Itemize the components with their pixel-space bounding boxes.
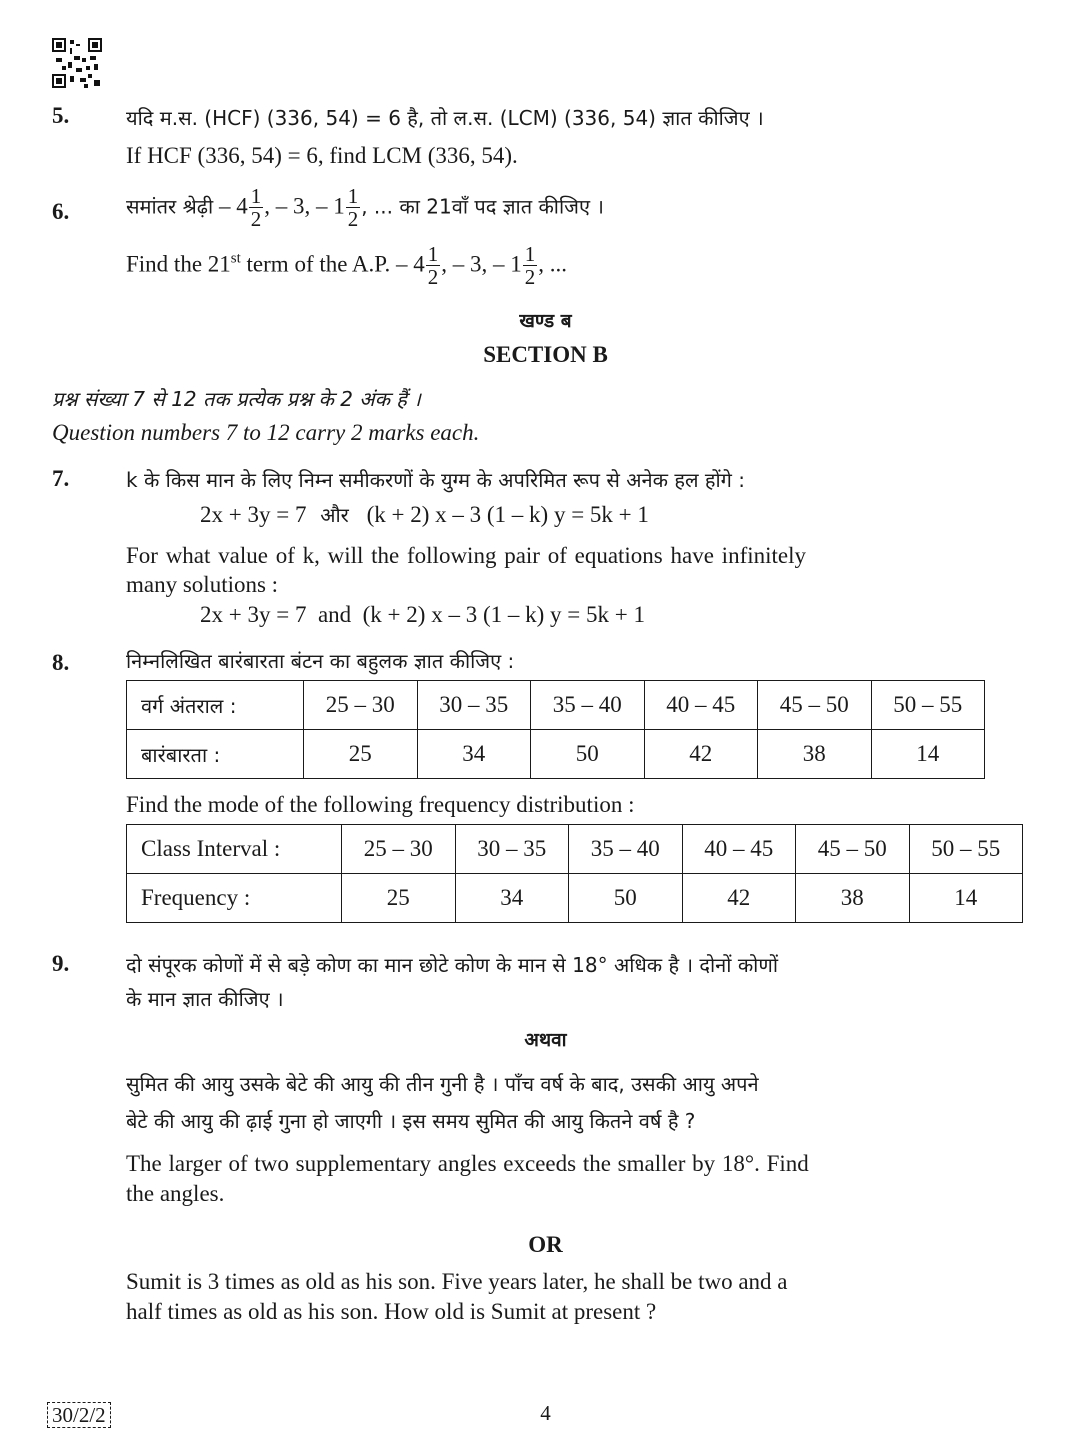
fraction-half: $\frac{1}{2}$: [347, 184, 359, 231]
question-9-hindi-alt-line-1: सुमित की आयु उसके बेटे की आयु की तीन गुनी है । पाँच वर्ष के बाद, उसकी आयु अपने: [126, 1072, 759, 1096]
table-row: [127, 825, 1023, 874]
table-cell: 35 – 40: [531, 681, 645, 730]
question-7-hindi: k के किस मान के लिए निम्न समीकरणों के युग्म के अपरिमित रूप से अनेक हल होंगे :: [126, 468, 746, 492]
table-cell: 38: [758, 730, 872, 779]
hindi-or-divider: अथवा: [524, 1029, 567, 1051]
question-number-6: 6.: [52, 199, 70, 224]
section-b-hindi-title: खण्ड ब: [519, 310, 572, 332]
question-9-english-line-1: The larger of two supplementary angles exceeds the smaller by 18°. Find: [126, 1151, 809, 1176]
fraction-half: $\frac{1}{2}$: [250, 184, 262, 231]
table-cell: 50: [569, 874, 683, 923]
question-9-hindi-line-2: के मान ज्ञात कीजिए ।: [126, 987, 284, 1011]
question-6-english: Find the 21st term of the A.P. – 4 $\frac{1}{2}$ , – 3, – 1 $\frac{1}{2}$ , ...: [126, 242, 568, 289]
table-cell: 40 – 45: [682, 825, 796, 874]
question-5-english: If HCF (336, 54) = 6, find LCM (336, 54).: [126, 143, 518, 168]
table-cell: 25 – 30: [342, 825, 456, 874]
table-cell: 25: [342, 874, 456, 923]
question-number-7: 7.: [52, 466, 70, 491]
table-cell: 34: [455, 874, 569, 923]
english-frequency-table: [126, 824, 1023, 923]
page-number: 4: [540, 1401, 551, 1425]
question-7-english-equations: 2x + 3y = 7 and (k + 2) x – 3 (1 – k) y = 5k + 1: [200, 602, 645, 627]
table-cell: 34: [417, 730, 531, 779]
question-number-8: 8.: [52, 650, 70, 675]
question-number-5: 5.: [52, 103, 70, 128]
section-b-hindi-note: प्रश्न संख्या 7 से 12 तक प्रत्येक प्रश्न के 2 अंक हैं ।: [52, 387, 421, 411]
table-cell: 45 – 50: [796, 825, 910, 874]
question-9-english-alt-line-2: half times as old as his son. How old is Sumit at present ?: [126, 1299, 657, 1324]
question-5-hindi: यदि म.स. (HCF) (336, 54) = 6 है, तो ल.स. (LCM) (336, 54) ज्ञात कीजिए ।: [126, 106, 764, 130]
section-b-note: Question numbers 7 to 12 carry 2 marks each.: [52, 420, 480, 445]
section-b-title: SECTION B: [483, 342, 608, 367]
table-cell: 45 – 50: [758, 681, 872, 730]
table-cell: 35 – 40: [569, 825, 683, 874]
table-row: [127, 681, 985, 730]
table-header-frequency: Frequency :: [127, 874, 342, 923]
question-9-hindi-alt-line-2: बेटे की आयु की ढ़ाई गुना हो जाएगी । इस समय सुमित की आयु कितने वर्ष है ?: [126, 1109, 696, 1133]
table-cell: 30 – 35: [455, 825, 569, 874]
english-or-divider: OR: [528, 1232, 563, 1257]
question-6-hindi: समांतर श्रेढ़ी – 4 $\frac{1}{2}$ , – 3, – 1 $\frac{1}{2}$ , ... का 21वाँ पद ज्ञात कीजिए ।: [126, 184, 605, 231]
question-8-hindi: निम्नलिखित बारंबारता बंटन का बहुलक ज्ञात कीजिए :: [126, 649, 515, 673]
paper-code: 30/2/2: [47, 1402, 111, 1428]
table-cell: 38: [796, 874, 910, 923]
fraction-half: $\frac{1}{2}$: [524, 242, 536, 289]
fraction-half: $\frac{1}{2}$: [427, 242, 439, 289]
table-row: [127, 874, 1023, 923]
question-9-english-alt-line-1: Sumit is 3 times as old as his son. Five years later, he shall be two and a: [126, 1269, 788, 1294]
table-cell: 40 – 45: [644, 681, 758, 730]
table-cell: 25: [304, 730, 418, 779]
question-8-english: Find the mode of the following frequency distribution :: [126, 792, 635, 817]
question-9-english-line-2: the angles.: [126, 1181, 225, 1206]
table-cell: 50 – 55: [909, 825, 1023, 874]
table-cell: 30 – 35: [417, 681, 531, 730]
table-row: [127, 730, 985, 779]
question-number-9: 9.: [52, 951, 70, 976]
table-header-frequency: बारंबारता :: [127, 730, 304, 779]
table-cell: 42: [644, 730, 758, 779]
table-header-class-interval: Class Interval :: [127, 825, 342, 874]
question-7-english-line-1: For what value of k, will the following pair of equations have infinitely: [126, 543, 806, 568]
table-header-class-interval: वर्ग अंतराल :: [127, 681, 304, 730]
table-cell: 50: [531, 730, 645, 779]
table-cell: 25 – 30: [304, 681, 418, 730]
question-9-hindi-line-1: दो संपूरक कोणों में से बड़े कोण का मान छोटे कोण के मान से 18° अधिक है । दोनों कोणों: [126, 953, 778, 977]
table-cell: 42: [682, 874, 796, 923]
table-cell: 14: [909, 874, 1023, 923]
question-7-hindi-equations: 2x + 3y = 7 और (k + 2) x – 3 (1 – k) y = 5k + 1: [200, 502, 649, 527]
qr-code: [52, 38, 102, 88]
table-cell: 50 – 55: [871, 681, 985, 730]
table-cell: 14: [871, 730, 985, 779]
question-7-english-line-2: many solutions :: [126, 572, 279, 597]
hindi-frequency-table: [126, 680, 985, 779]
